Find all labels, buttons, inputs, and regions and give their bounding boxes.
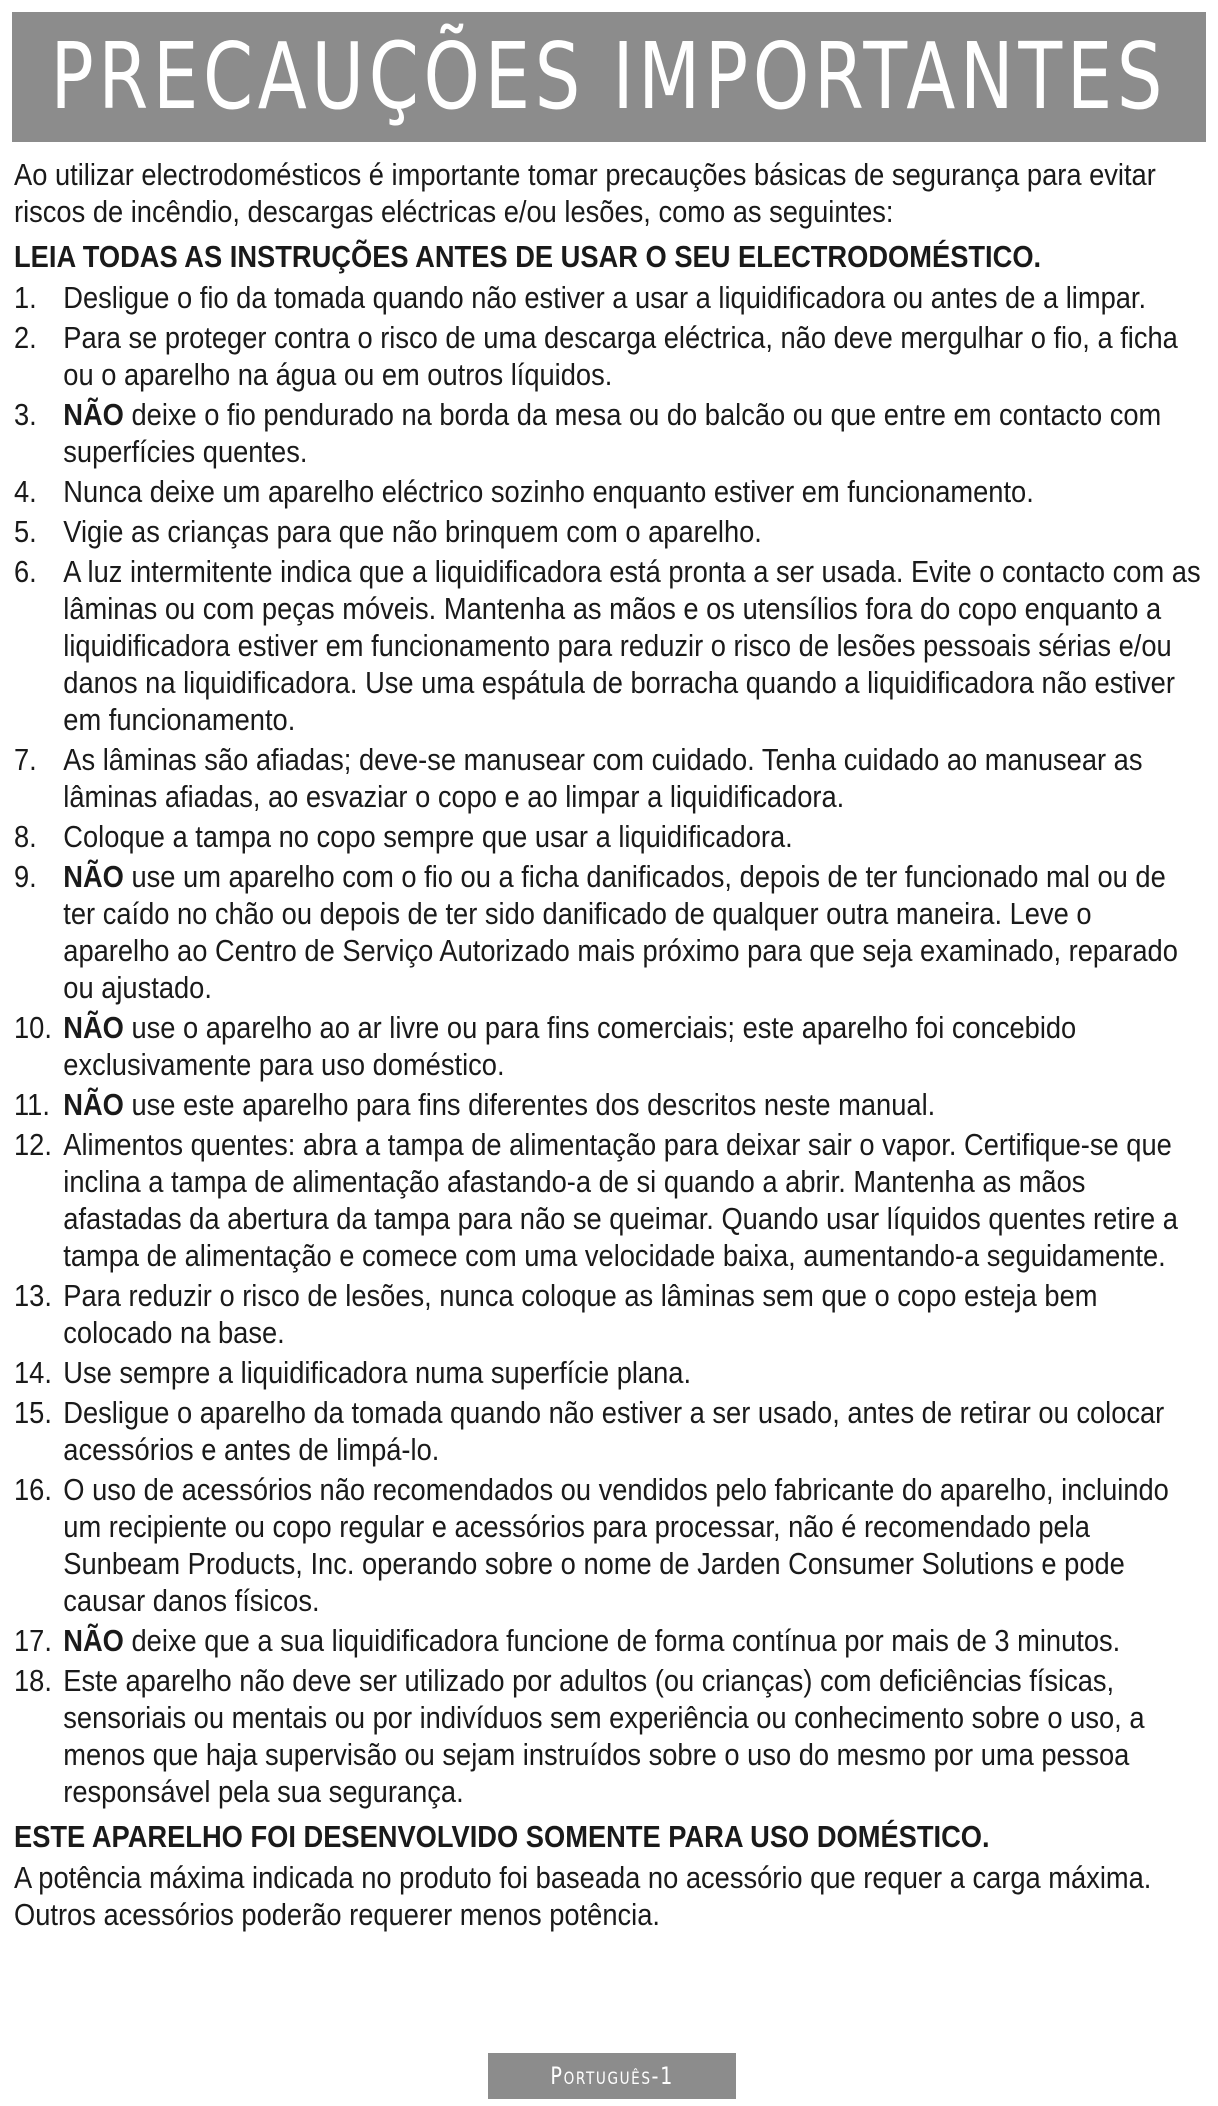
list-item-number: 1. — [14, 280, 37, 315]
list-item-number: 9. — [14, 859, 37, 894]
read-instructions-heading: LEIA TODAS AS INSTRUÇÕES ANTES DE USAR O SEU ELECTRODOMÉSTICO. — [14, 239, 1042, 274]
list-item — [14, 279, 1204, 316]
list-item — [14, 1126, 1204, 1274]
list-item-emphasis: NÃO — [63, 1087, 124, 1122]
list-item — [14, 473, 1204, 510]
list-item-text: Vigie as crianças para que não brinquem com o aparelho. — [63, 514, 762, 549]
list-item-text: Alimentos quentes: abra a tampa de alimentação para deixar sair o vapor. Certifique-se que inclina a tampa de alimentação afastando-a de si quando a abrir. Mantenha as mãos afastadas da abertura da tampa para não se queimar. Quando usar líquidos quentes retire a tampa de alimentação e comece com uma velocidade baixa, aumentando-a seguidamente. — [63, 1127, 1178, 1273]
list-item — [14, 553, 1204, 738]
list-item-text: Nunca deixe um aparelho eléctrico sozinho enquanto estiver em funcionamento. — [63, 474, 1034, 509]
text-column — [14, 156, 1204, 1933]
document-body — [14, 156, 1204, 1933]
list-item-text: Para se proteger contra o risco de uma descarga eléctrica, não deve mergulhar o fio, a ficha ou o aparelho na água ou em outros líquidos. — [63, 320, 1178, 392]
list-item — [14, 1662, 1204, 1810]
list-item-number: 3. — [14, 397, 37, 432]
list-item-text: deixe o fio pendurado na borda da mesa ou do balcão ou que entre em contacto com superfícies quentes. — [63, 397, 1162, 469]
page-number-label: Português-1 — [550, 2062, 674, 2090]
list-item-number: 4. — [14, 474, 37, 509]
list-item — [14, 1471, 1204, 1619]
list-item-number: 18. — [14, 1663, 52, 1698]
list-item-text: Coloque a tampa no copo sempre que usar a liquidificadora. — [63, 819, 793, 854]
list-item-number: 17. — [14, 1623, 52, 1658]
list-item-text: Use sempre a liquidificadora numa superfície plana. — [63, 1355, 692, 1390]
list-item-number: 15. — [14, 1395, 52, 1430]
list-item-number: 11. — [14, 1087, 50, 1122]
list-item — [14, 1354, 1204, 1391]
list-item-text: O uso de acessórios não recomendados ou vendidos pelo fabricante do aparelho, incluindo um recipiente ou copo regular e acessórios para processar, não é recomendado pela Sunbeam Products, Inc. operando sobre o nome de Jarden Consumer Solutions e pode causar danos físicos. — [63, 1472, 1169, 1618]
list-item-text: Desligue o fio da tomada quando não estiver a usar a liquidificadora ou antes de a limpar. — [63, 280, 1147, 315]
list-item-text: Para reduzir o risco de lesões, nunca coloque as lâminas sem que o copo esteja bem colocado na base. — [63, 1278, 1098, 1350]
list-item-number: 16. — [14, 1472, 52, 1507]
page-number-badge — [488, 2053, 736, 2099]
list-item-text: use este aparelho para fins diferentes dos descritos neste manual. — [123, 1087, 936, 1122]
power-note-paragraph: A potência máxima indicada no produto foi baseada no acessório que requer a carga máxima. Outros acessórios poderão requerer menos potência. — [14, 1860, 1152, 1932]
list-item — [14, 1394, 1204, 1468]
list-item-number: 2. — [14, 320, 37, 355]
list-item — [14, 319, 1204, 393]
title-banner — [12, 12, 1206, 142]
list-item — [14, 1009, 1204, 1083]
list-item — [14, 741, 1204, 815]
list-item — [14, 818, 1204, 855]
list-item-emphasis: NÃO — [63, 859, 124, 894]
precautions-list — [14, 279, 1204, 1810]
list-item — [14, 396, 1204, 470]
list-item-number: 8. — [14, 819, 37, 854]
list-item-emphasis: NÃO — [63, 1623, 124, 1658]
list-item-number: 13. — [14, 1278, 52, 1313]
list-item — [14, 1277, 1204, 1351]
list-item — [14, 1086, 1204, 1123]
list-item-text: Este aparelho não deve ser utilizado por adultos (ou crianças) com deficiências físicas, sensoriais ou mentais ou por indivíduos sem experiência ou conhecimento sobre o uso, a menos que haja supervisão ou sejam instruídos sobre o uso do mesmo por uma pessoa responsável pela sua segurança. — [63, 1663, 1145, 1809]
domestic-use-heading: ESTE APARELHO FOI DESENVOLVIDO SOMENTE PARA USO DOMÉSTICO. — [14, 1819, 990, 1854]
list-item-number: 7. — [14, 742, 37, 777]
list-item-emphasis: NÃO — [63, 1010, 124, 1045]
list-item — [14, 513, 1204, 550]
list-item-text: deixe que a sua liquidificadora funcione de forma contínua por mais de 3 minutos. — [123, 1623, 1121, 1658]
list-item-text: A luz intermitente indica que a liquidificadora está pronta a ser usada. Evite o contacto com as lâminas ou com peças móveis. Mantenha as mãos e os utensílios fora do copo enquanto a liquidificadora estiver em funcionamento para reduzir o risco de lesões pessoais sérias e/ou danos na liquidificadora. Use uma espátula de borracha quando a liquidificadora não estiver em funcionamento. — [63, 554, 1201, 737]
list-item — [14, 858, 1204, 1006]
page-title: PRECAUÇÕES IMPORTANTES — [50, 23, 1168, 130]
list-item-number: 6. — [14, 554, 37, 589]
list-item-text: Desligue o aparelho da tomada quando não estiver a ser usado, antes de retirar ou colocar acessórios e antes de limpá-lo. — [63, 1395, 1165, 1467]
list-item-number: 5. — [14, 514, 37, 549]
list-item-text: As lâminas são afiadas; deve-se manusear com cuidado. Tenha cuidado ao manusear as lâminas afiadas, ao esvaziar o copo e ao limpar a liquidificadora. — [63, 742, 1143, 814]
list-item-emphasis: NÃO — [63, 397, 124, 432]
list-item-number: 12. — [14, 1127, 52, 1162]
list-item-number: 14. — [14, 1355, 52, 1390]
list-item-text: use um aparelho com o fio ou a ficha danificados, depois de ter funcionado mal ou de ter caído no chão ou depois de ter sido danificado de qualquer outra maneira. Leve o aparelho ao Centro de Serviço Autorizado mais próximo para que seja examinado, reparado ou ajustado. — [63, 859, 1178, 1005]
list-item — [14, 1622, 1204, 1659]
intro-paragraph: Ao utilizar electrodomésticos é importante tomar precauções básicas de segurança para evitar riscos de incêndio, descargas eléctricas e/ou lesões, como as seguintes: — [14, 157, 1156, 229]
list-item-number: 10. — [14, 1010, 52, 1045]
list-item-text: use o aparelho ao ar livre ou para fins comerciais; este aparelho foi concebido exclusivamente para uso doméstico. — [63, 1010, 1077, 1082]
